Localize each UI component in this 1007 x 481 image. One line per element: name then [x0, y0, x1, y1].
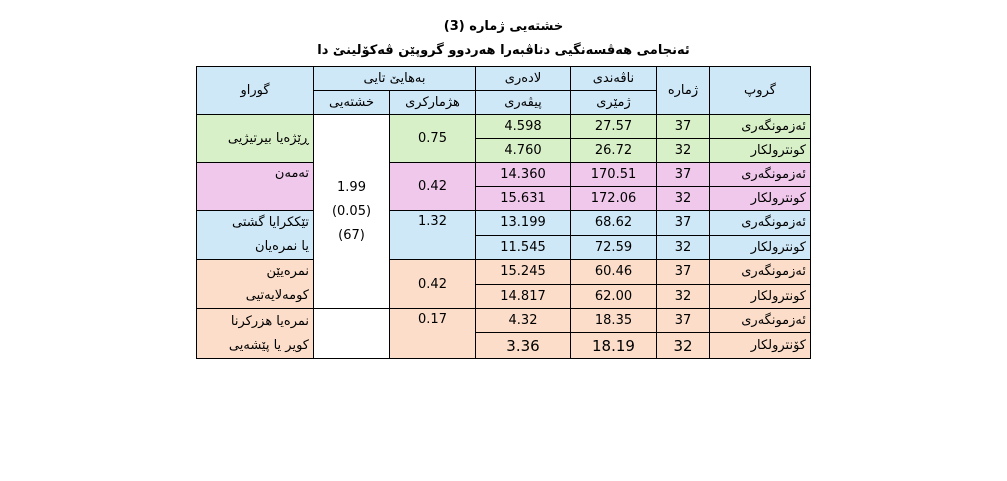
group-cell: کونترولکار: [710, 187, 811, 211]
table-row: [197, 260, 811, 285]
t-table-cell: [314, 115, 390, 309]
group-cell: کۆنترولکار: [710, 333, 811, 359]
mean-cell: 172.06: [571, 187, 657, 211]
variable-name-cell: [197, 260, 314, 309]
sd-cell: 4.32: [476, 309, 571, 333]
header-table: خشتەیی: [314, 91, 390, 115]
count-cell: 32: [657, 187, 710, 211]
sd-cell: 3.36: [476, 333, 571, 359]
t-computed-cell: 0.42: [390, 260, 476, 309]
t-table-df: (67): [338, 227, 365, 243]
sd-cell: 14.817: [476, 284, 571, 309]
mean-cell: 60.46: [571, 260, 657, 285]
count-cell: 37: [657, 163, 710, 187]
group-cell: ئەزمونگەری: [710, 163, 811, 187]
group-cell: کونترولکار: [710, 139, 811, 163]
header-sd-2: پیڤەری: [476, 91, 571, 115]
sd-cell: 15.245: [476, 260, 571, 285]
count-cell: 32: [657, 139, 710, 163]
variable-name-line-1: نمرەیا هزرکرنا: [230, 313, 309, 329]
variable-name-line-2: کومەلایەتیی: [245, 288, 309, 303]
table-row: [197, 211, 811, 236]
t-table-value: 1.99: [337, 179, 366, 195]
variable-name-line-2: کویر یا پێشەیی: [228, 337, 309, 353]
count-cell: 37: [657, 260, 710, 285]
mean-cell: 170.51: [571, 163, 657, 187]
sd-cell: 4.760: [476, 139, 571, 163]
header-mean-2: ژمێری: [571, 91, 657, 115]
mean-cell: 18.35: [571, 309, 657, 333]
mean-cell: 68.62: [571, 211, 657, 236]
t-computed-cell: 1.32: [390, 211, 476, 260]
table-subtitle: ئەنجامی هەڤسەنگیی دناڤبەرا هەردوو گروپێن ڤەکۆلینێ دا: [317, 43, 690, 58]
group-cell: ئەزمونگەری: [710, 211, 811, 236]
mean-cell: 62.00: [571, 284, 657, 309]
t-computed-cell: 0.42: [390, 163, 476, 211]
sd-cell: 11.545: [476, 235, 571, 260]
group-cell: ئەزمونگەری: [710, 115, 811, 139]
sd-cell: 15.631: [476, 187, 571, 211]
header-count: ژمارە: [657, 67, 710, 115]
header-row-1: [197, 67, 811, 91]
variable-name-cell: [197, 309, 314, 359]
table-row: [197, 163, 811, 187]
sd-cell: 13.199: [476, 211, 571, 236]
t-computed-cell: 0.17: [390, 309, 476, 359]
header-t-value: بەهایێ تایی: [314, 67, 476, 91]
variable-name-cell: تەمەن: [197, 163, 314, 211]
variable-name-cell: [197, 211, 314, 260]
header-sd-1: لادەری: [476, 67, 571, 91]
variable-name-line-1: تێککرایا گشتی: [232, 215, 309, 230]
t-table-empty-cell: [314, 309, 390, 359]
variable-name-line-1: نمرەیێن: [266, 264, 309, 279]
mean-cell: 26.72: [571, 139, 657, 163]
table-row: [197, 309, 811, 333]
table-row: [197, 115, 811, 139]
variable-name-line-2: یا نمرەیان: [255, 239, 309, 254]
header-computed: هژمارکری: [390, 91, 476, 115]
header-variable: گوراو: [197, 67, 314, 115]
variable-name-cell: ڕێژەیا بیرتیژیی: [197, 115, 314, 163]
group-cell: کونترولکار: [710, 235, 811, 260]
header-mean-1: ناڤەندی: [571, 67, 657, 91]
group-cell: ئەزمونگەری: [710, 260, 811, 285]
t-table-sig: (0.05): [331, 203, 372, 219]
count-cell: 32: [657, 284, 710, 309]
mean-cell: 72.59: [571, 235, 657, 260]
group-cell: ئەزمونگەری: [710, 309, 811, 333]
sd-cell: 14.360: [476, 163, 571, 187]
sd-cell: 4.598: [476, 115, 571, 139]
header-group: گروپ: [710, 67, 811, 115]
count-cell: 37: [657, 115, 710, 139]
mean-cell: 27.57: [571, 115, 657, 139]
mean-cell: 18.19: [571, 333, 657, 359]
count-cell: 37: [657, 309, 710, 333]
t-computed-cell: 0.75: [390, 115, 476, 163]
count-cell: 32: [657, 333, 710, 359]
count-cell: 32: [657, 235, 710, 260]
table-title: خشتەیی ژمارە (3): [443, 19, 564, 34]
group-cell: کونترولکار: [710, 284, 811, 309]
comparison-table: [196, 66, 811, 359]
count-cell: 37: [657, 211, 710, 236]
